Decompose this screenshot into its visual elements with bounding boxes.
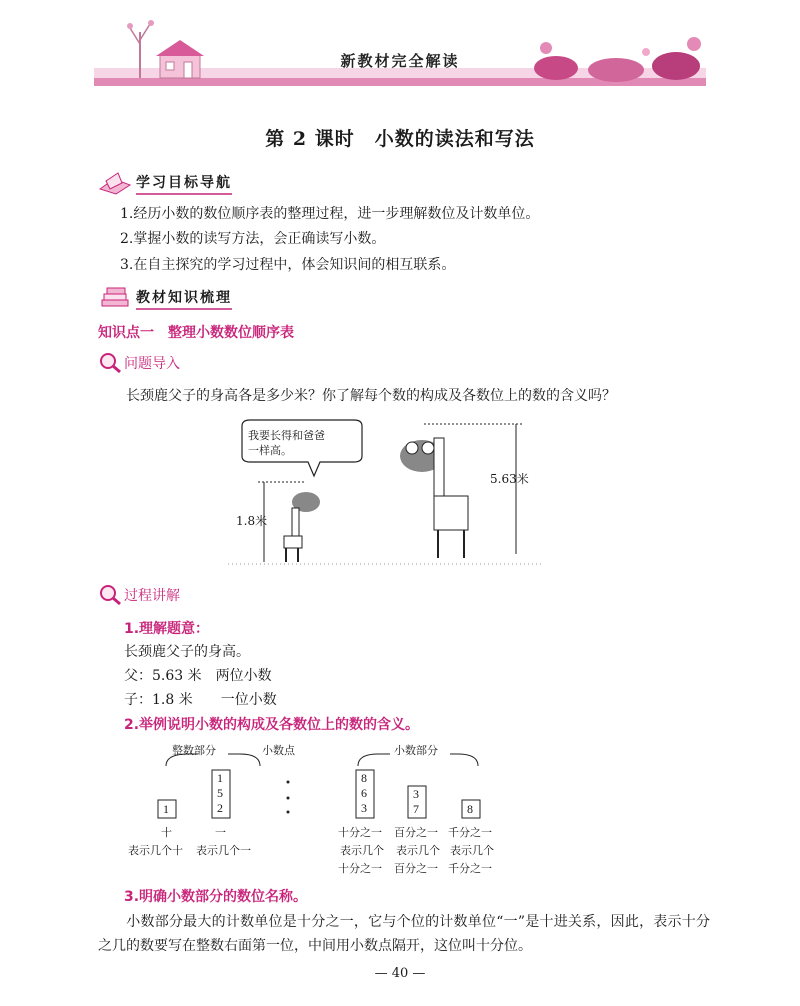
header-title: 新教材完全解读 <box>340 52 460 70</box>
place-label: 百分之一 <box>394 826 438 839</box>
step3-text: 小数部分最大的计数单位是十分之一，它与个位的计数单位“一”是十进关系，因此，表示十分之几的数要写在整数右面第一位，中间用小数点隔开，这位叫十分位。 <box>98 914 710 954</box>
process-heading <box>98 584 180 606</box>
thousandths-digit: 8 <box>467 802 473 816</box>
knowledge-heading-label: 教材知识梳理 <box>136 287 232 310</box>
page-number: — 40 — <box>374 966 426 981</box>
step1-line: 子：1.8 米 一位小数 <box>124 692 277 708</box>
small-giraffe <box>284 492 320 562</box>
place-label: 十 <box>161 826 172 839</box>
meaning-text: 十分之一 <box>338 862 382 875</box>
goal-item: 1.经历小数的数位顺序表的整理过程，进一步理解数位及计数单位。 <box>120 206 540 222</box>
meaning-text: 表示几个 <box>450 844 494 857</box>
knowledge-heading <box>98 285 232 311</box>
goal-item: 2.掌握小数的读写方法，会正确读写小数。 <box>120 231 386 247</box>
question-intro-label: 问题导入 <box>124 356 180 372</box>
meaning-text: 百分之一 <box>394 862 438 875</box>
books-icon <box>98 286 132 310</box>
goal-item: 3.在自主探究的学习过程中，体会知识间的相互联系。 <box>120 257 456 273</box>
tenths-digit: 6 <box>361 786 367 800</box>
question-intro-text: 长颈鹿父子的身高各是多少米？你了解每个数的构成及各数位上的数的含义吗？ <box>126 388 616 404</box>
lesson-title: 第 2 课时 小数的读法和写法 <box>265 128 535 150</box>
ones-digit: 2 <box>217 801 223 815</box>
magnifier-icon <box>98 352 122 374</box>
step1-line: 父：5.63 米 两位小数 <box>124 668 272 684</box>
meaning-text: 表示几个十 <box>128 844 183 857</box>
tens-digit: 1 <box>163 802 169 816</box>
meaning-text: 表示几个 <box>396 844 440 857</box>
ones-digit: 1 <box>217 771 223 785</box>
small-height-label: 1.8米 <box>236 514 268 528</box>
speech-text: 我要长得和爸爸 一样高。 <box>248 429 325 457</box>
place-label: 十分之一 <box>338 826 382 839</box>
process-label: 过程讲解 <box>124 588 180 604</box>
question-intro-heading <box>98 352 180 374</box>
place-label: 千分之一 <box>448 826 492 839</box>
decimal-part-label: 小数部分 <box>394 744 438 757</box>
page-header <box>94 8 706 90</box>
book-icon <box>98 171 132 195</box>
integer-part-label: 整数部分 <box>172 744 216 757</box>
step3-title: 3.明确小数部分的数位名称。 <box>124 889 308 905</box>
decimal-structure-diagram <box>128 740 508 880</box>
ones-digit: 5 <box>217 786 223 800</box>
step2-title: 2.举例说明小数的构成及各数位上的数的含义。 <box>124 717 420 733</box>
meaning-text: 表示几个 <box>340 844 384 857</box>
hundredths-digit: 7 <box>413 802 419 816</box>
tenths-digit: 8 <box>361 771 367 785</box>
place-label: 一 <box>215 826 226 839</box>
meaning-text: 表示几个一 <box>196 844 251 857</box>
magnifier-icon <box>98 584 122 606</box>
diagram-lines <box>128 740 508 880</box>
step1-title: 1.理解题意： <box>124 621 210 637</box>
step1-line: 长颈鹿父子的身高。 <box>124 644 250 660</box>
decimal-point-label: 小数点 <box>262 744 295 757</box>
big-height-label: 5.63米 <box>490 472 529 486</box>
goals-heading <box>98 170 232 196</box>
knowledge-point-title: 知识点一 整理小数数位顺序表 <box>98 325 294 341</box>
big-giraffe <box>400 438 468 558</box>
tenths-digit: 3 <box>361 801 367 815</box>
flowers-icon <box>526 30 706 82</box>
meaning-text: 千分之一 <box>448 862 492 875</box>
goals-heading-label: 学习目标导航 <box>136 172 232 195</box>
hundredths-digit: 3 <box>413 787 419 801</box>
